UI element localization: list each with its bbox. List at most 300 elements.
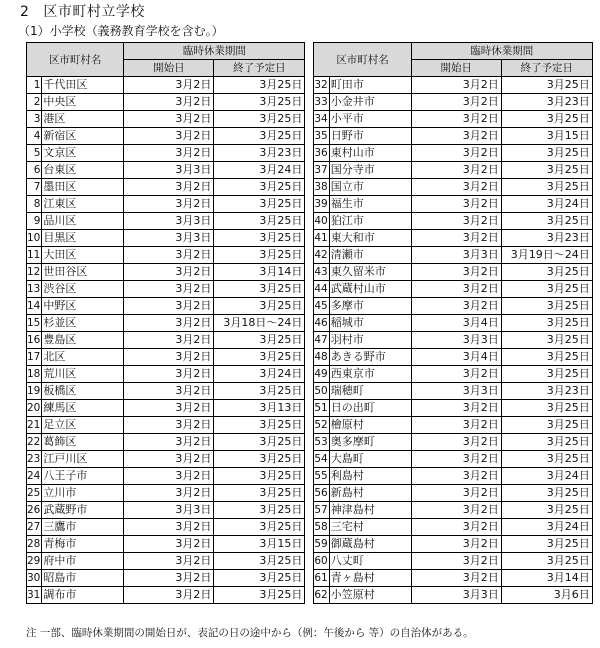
table-row bbox=[27, 519, 305, 536]
start-date: 3月2日 bbox=[411, 213, 501, 230]
start-date: 3月2日 bbox=[124, 196, 214, 213]
table-row bbox=[27, 434, 305, 451]
end-date: 3月25日 bbox=[214, 247, 305, 264]
municipality-name: 羽村市 bbox=[329, 332, 411, 349]
start-date: 3月2日 bbox=[124, 128, 214, 145]
municipality-name: 台東区 bbox=[42, 162, 124, 179]
row-number: 37 bbox=[314, 162, 329, 179]
start-date: 3月2日 bbox=[411, 502, 501, 519]
end-date: 3月14日 bbox=[214, 264, 305, 281]
municipality-name: 日の出町 bbox=[329, 400, 411, 417]
table-row bbox=[314, 383, 592, 400]
start-date: 3月2日 bbox=[411, 111, 501, 128]
table-row bbox=[314, 128, 592, 145]
start-date: 3月2日 bbox=[124, 315, 214, 332]
municipality-name: 狛江市 bbox=[329, 213, 411, 230]
municipality-name: 東大和市 bbox=[329, 230, 411, 247]
end-date: 3月25日 bbox=[501, 77, 592, 94]
municipality-name: 日野市 bbox=[329, 128, 411, 145]
municipality-name: 昭島市 bbox=[42, 570, 124, 587]
start-date: 3月2日 bbox=[411, 145, 501, 162]
end-date: 3月25日 bbox=[214, 587, 305, 604]
row-number: 52 bbox=[314, 417, 329, 434]
start-date: 3月2日 bbox=[411, 230, 501, 247]
end-date: 3月25日 bbox=[214, 519, 305, 536]
row-number: 56 bbox=[314, 485, 329, 502]
start-date: 3月2日 bbox=[411, 570, 501, 587]
start-date: 3月2日 bbox=[124, 179, 214, 196]
end-date: 3月25日 bbox=[501, 502, 592, 519]
start-date: 3月4日 bbox=[411, 349, 501, 366]
start-date: 3月3日 bbox=[124, 162, 214, 179]
table-row bbox=[27, 179, 305, 196]
end-date: 3月25日 bbox=[214, 383, 305, 400]
start-date: 3月2日 bbox=[124, 587, 214, 604]
start-date: 3月2日 bbox=[124, 468, 214, 485]
municipality-name: 東久留米市 bbox=[329, 264, 411, 281]
municipality-name: 目黒区 bbox=[42, 230, 124, 247]
end-date: 3月18日～24日 bbox=[214, 315, 305, 332]
end-date: 3月23日 bbox=[501, 94, 592, 111]
municipality-name: 多摩市 bbox=[329, 298, 411, 315]
end-date: 3月25日 bbox=[501, 451, 592, 468]
end-date: 3月25日 bbox=[214, 434, 305, 451]
start-date: 3月2日 bbox=[411, 264, 501, 281]
table-row bbox=[27, 247, 305, 264]
row-number: 15 bbox=[27, 315, 42, 332]
row-number: 13 bbox=[27, 281, 42, 298]
end-date: 3月25日 bbox=[501, 332, 592, 349]
table-row bbox=[27, 536, 305, 553]
start-date: 3月2日 bbox=[124, 77, 214, 94]
municipality-name: 三鷹市 bbox=[42, 519, 124, 536]
end-date: 3月25日 bbox=[214, 179, 305, 196]
table-row bbox=[27, 315, 305, 332]
row-number: 41 bbox=[314, 230, 329, 247]
row-number: 24 bbox=[27, 468, 42, 485]
end-date: 3月25日 bbox=[501, 366, 592, 383]
start-date: 3月2日 bbox=[411, 128, 501, 145]
header-start: 開始日 bbox=[411, 60, 501, 77]
municipality-name: 立川市 bbox=[42, 485, 124, 502]
row-number: 14 bbox=[27, 298, 42, 315]
municipality-name: 小平市 bbox=[329, 111, 411, 128]
end-date: 3月13日 bbox=[214, 400, 305, 417]
start-date: 3月2日 bbox=[411, 468, 501, 485]
row-number: 10 bbox=[27, 230, 42, 247]
start-date: 3月3日 bbox=[124, 230, 214, 247]
header-end: 終了予定日 bbox=[214, 60, 305, 77]
start-date: 3月3日 bbox=[411, 332, 501, 349]
start-date: 3月2日 bbox=[124, 451, 214, 468]
row-number: 7 bbox=[27, 179, 42, 196]
municipality-name: 府中市 bbox=[42, 553, 124, 570]
table-row bbox=[27, 349, 305, 366]
start-date: 3月2日 bbox=[411, 417, 501, 434]
row-number: 46 bbox=[314, 315, 329, 332]
row-number: 34 bbox=[314, 111, 329, 128]
row-number: 43 bbox=[314, 264, 329, 281]
start-date: 3月2日 bbox=[411, 434, 501, 451]
end-date: 3月25日 bbox=[214, 417, 305, 434]
row-number: 54 bbox=[314, 451, 329, 468]
start-date: 3月2日 bbox=[411, 519, 501, 536]
table-row bbox=[27, 417, 305, 434]
row-number: 29 bbox=[27, 553, 42, 570]
table-row bbox=[314, 468, 592, 485]
start-date: 3月2日 bbox=[124, 383, 214, 400]
municipality-name: 新島村 bbox=[329, 485, 411, 502]
table-row bbox=[27, 587, 305, 604]
end-date: 3月23日 bbox=[501, 383, 592, 400]
header-start: 開始日 bbox=[124, 60, 214, 77]
row-number: 53 bbox=[314, 434, 329, 451]
start-date: 3月2日 bbox=[124, 519, 214, 536]
end-date: 3月25日 bbox=[501, 213, 592, 230]
row-number: 44 bbox=[314, 281, 329, 298]
table-row bbox=[27, 502, 305, 519]
municipality-name: 青ヶ島村 bbox=[329, 570, 411, 587]
header-period: 臨時休業期間 bbox=[124, 43, 305, 60]
municipality-name: 江戸川区 bbox=[42, 451, 124, 468]
row-number: 20 bbox=[27, 400, 42, 417]
municipality-name: 檜原村 bbox=[329, 417, 411, 434]
end-date: 3月25日 bbox=[214, 485, 305, 502]
table-row bbox=[27, 468, 305, 485]
table-row bbox=[314, 111, 592, 128]
municipality-name: 新宿区 bbox=[42, 128, 124, 145]
start-date: 3月3日 bbox=[124, 502, 214, 519]
municipality-name: 調布市 bbox=[42, 587, 124, 604]
row-number: 47 bbox=[314, 332, 329, 349]
end-date: 3月24日 bbox=[214, 366, 305, 383]
end-date: 3月25日 bbox=[501, 417, 592, 434]
start-date: 3月2日 bbox=[124, 281, 214, 298]
end-date: 3月25日 bbox=[501, 298, 592, 315]
table-row bbox=[314, 247, 592, 264]
row-number: 5 bbox=[27, 145, 42, 162]
end-date: 3月25日 bbox=[501, 162, 592, 179]
row-number: 17 bbox=[27, 349, 42, 366]
start-date: 3月2日 bbox=[411, 281, 501, 298]
municipality-name: 御蔵島村 bbox=[329, 536, 411, 553]
start-date: 3月2日 bbox=[411, 553, 501, 570]
row-number: 58 bbox=[314, 519, 329, 536]
municipality-name: 文京区 bbox=[42, 145, 124, 162]
end-date: 3月19日～24日 bbox=[501, 247, 592, 264]
table-row bbox=[314, 298, 592, 315]
table-row bbox=[314, 162, 592, 179]
table-row bbox=[314, 213, 592, 230]
section-heading bbox=[20, 3, 145, 21]
row-number: 61 bbox=[314, 570, 329, 587]
start-date: 3月2日 bbox=[411, 451, 501, 468]
start-date: 3月2日 bbox=[411, 94, 501, 111]
end-date: 3月25日 bbox=[214, 196, 305, 213]
municipality-name: 港区 bbox=[42, 111, 124, 128]
row-number: 36 bbox=[314, 145, 329, 162]
row-number: 11 bbox=[27, 247, 42, 264]
start-date: 3月2日 bbox=[411, 77, 501, 94]
municipality-name: 足立区 bbox=[42, 417, 124, 434]
municipality-name: 中野区 bbox=[42, 298, 124, 315]
row-number: 1 bbox=[27, 77, 42, 94]
start-date: 3月2日 bbox=[124, 434, 214, 451]
row-number: 42 bbox=[314, 247, 329, 264]
row-number: 8 bbox=[27, 196, 42, 213]
municipality-name: 大田区 bbox=[42, 247, 124, 264]
table-row bbox=[314, 587, 592, 604]
end-date: 3月25日 bbox=[214, 502, 305, 519]
row-number: 50 bbox=[314, 383, 329, 400]
end-date: 3月15日 bbox=[501, 128, 592, 145]
municipality-name: 中央区 bbox=[42, 94, 124, 111]
end-date: 3月25日 bbox=[214, 332, 305, 349]
table-row bbox=[27, 196, 305, 213]
table-row bbox=[314, 77, 592, 94]
municipality-name: 東村山市 bbox=[329, 145, 411, 162]
table-row bbox=[27, 400, 305, 417]
end-date: 3月25日 bbox=[214, 128, 305, 145]
municipality-name: 小笠原村 bbox=[329, 587, 411, 604]
municipality-name: 瑞穂町 bbox=[329, 383, 411, 400]
municipality-name: 杉並区 bbox=[42, 315, 124, 332]
start-date: 3月2日 bbox=[411, 485, 501, 502]
end-date: 3月25日 bbox=[214, 553, 305, 570]
table-row bbox=[27, 128, 305, 145]
end-date: 3月25日 bbox=[214, 349, 305, 366]
table-row bbox=[27, 451, 305, 468]
row-number: 57 bbox=[314, 502, 329, 519]
municipality-name: 清瀬市 bbox=[329, 247, 411, 264]
municipality-name: 奥多摩町 bbox=[329, 434, 411, 451]
table-row bbox=[27, 111, 305, 128]
start-date: 3月3日 bbox=[411, 247, 501, 264]
row-number: 23 bbox=[27, 451, 42, 468]
end-date: 3月25日 bbox=[214, 94, 305, 111]
row-number: 59 bbox=[314, 536, 329, 553]
municipality-name: 千代田区 bbox=[42, 77, 124, 94]
table-row bbox=[314, 281, 592, 298]
start-date: 3月2日 bbox=[124, 264, 214, 281]
start-date: 3月2日 bbox=[124, 298, 214, 315]
start-date: 3月3日 bbox=[411, 383, 501, 400]
table-row bbox=[27, 94, 305, 111]
row-number: 16 bbox=[27, 332, 42, 349]
end-date: 3月25日 bbox=[501, 111, 592, 128]
municipality-name: 青梅市 bbox=[42, 536, 124, 553]
start-date: 3月3日 bbox=[411, 587, 501, 604]
table-row bbox=[27, 298, 305, 315]
start-date: 3月2日 bbox=[124, 485, 214, 502]
end-date: 3月25日 bbox=[501, 264, 592, 281]
table-row bbox=[27, 366, 305, 383]
end-date: 3月25日 bbox=[501, 145, 592, 162]
table-row bbox=[314, 145, 592, 162]
municipality-name: 品川区 bbox=[42, 213, 124, 230]
header-period: 臨時休業期間 bbox=[411, 43, 592, 60]
start-date: 3月2日 bbox=[124, 145, 214, 162]
end-date: 3月25日 bbox=[501, 536, 592, 553]
start-date: 3月2日 bbox=[124, 111, 214, 128]
table-row bbox=[314, 94, 592, 111]
closure-table-right bbox=[313, 42, 592, 604]
end-date: 3月25日 bbox=[501, 553, 592, 570]
tables-container bbox=[26, 42, 593, 604]
start-date: 3月2日 bbox=[124, 349, 214, 366]
table-row bbox=[314, 349, 592, 366]
table-row bbox=[314, 366, 592, 383]
table-row bbox=[314, 570, 592, 587]
table-row bbox=[314, 400, 592, 417]
row-number: 55 bbox=[314, 468, 329, 485]
end-date: 3月25日 bbox=[214, 451, 305, 468]
table-row bbox=[314, 502, 592, 519]
row-number: 62 bbox=[314, 587, 329, 604]
table-row bbox=[27, 230, 305, 247]
table-row bbox=[314, 196, 592, 213]
start-date: 3月2日 bbox=[124, 553, 214, 570]
start-date: 3月2日 bbox=[411, 162, 501, 179]
row-number: 12 bbox=[27, 264, 42, 281]
table-row bbox=[314, 553, 592, 570]
end-date: 3月24日 bbox=[501, 519, 592, 536]
table-row bbox=[27, 162, 305, 179]
municipality-name: 江東区 bbox=[42, 196, 124, 213]
end-date: 3月25日 bbox=[501, 179, 592, 196]
row-number: 18 bbox=[27, 366, 42, 383]
end-date: 3月25日 bbox=[501, 485, 592, 502]
end-date: 3月25日 bbox=[214, 213, 305, 230]
start-date: 3月2日 bbox=[124, 400, 214, 417]
row-number: 3 bbox=[27, 111, 42, 128]
start-date: 3月2日 bbox=[411, 179, 501, 196]
section-title: 区市町村立学校 bbox=[43, 4, 145, 20]
municipality-name: 武蔵村山市 bbox=[329, 281, 411, 298]
end-date: 3月23日 bbox=[214, 145, 305, 162]
municipality-name: 利島村 bbox=[329, 468, 411, 485]
row-number: 32 bbox=[314, 77, 329, 94]
table-row bbox=[27, 145, 305, 162]
table-row bbox=[314, 417, 592, 434]
end-date: 3月25日 bbox=[501, 400, 592, 417]
table-row bbox=[27, 264, 305, 281]
row-number: 28 bbox=[27, 536, 42, 553]
row-number: 4 bbox=[27, 128, 42, 145]
table-row bbox=[27, 213, 305, 230]
table-row bbox=[27, 383, 305, 400]
start-date: 3月2日 bbox=[124, 417, 214, 434]
row-number: 25 bbox=[27, 485, 42, 502]
row-number: 9 bbox=[27, 213, 42, 230]
row-number: 2 bbox=[27, 94, 42, 111]
municipality-name: 八丈町 bbox=[329, 553, 411, 570]
municipality-name: 練馬区 bbox=[42, 400, 124, 417]
header-municipality: 区市町村名 bbox=[27, 43, 124, 77]
municipality-name: 神津島村 bbox=[329, 502, 411, 519]
row-number: 30 bbox=[27, 570, 42, 587]
end-date: 3月25日 bbox=[214, 111, 305, 128]
start-date: 3月2日 bbox=[124, 94, 214, 111]
municipality-name: 渋谷区 bbox=[42, 281, 124, 298]
municipality-name: 大島町 bbox=[329, 451, 411, 468]
start-date: 3月2日 bbox=[124, 366, 214, 383]
municipality-name: あきる野市 bbox=[329, 349, 411, 366]
row-number: 22 bbox=[27, 434, 42, 451]
section-number: 2 bbox=[20, 4, 30, 20]
table-row bbox=[314, 264, 592, 281]
end-date: 3月25日 bbox=[214, 298, 305, 315]
table-row bbox=[27, 485, 305, 502]
end-date: 3月23日 bbox=[501, 230, 592, 247]
table-row bbox=[314, 536, 592, 553]
municipality-name: 武蔵野市 bbox=[42, 502, 124, 519]
table-row bbox=[27, 332, 305, 349]
row-number: 27 bbox=[27, 519, 42, 536]
table-row bbox=[314, 485, 592, 502]
end-date: 3月25日 bbox=[501, 349, 592, 366]
end-date: 3月25日 bbox=[214, 281, 305, 298]
end-date: 3月25日 bbox=[214, 570, 305, 587]
end-date: 3月25日 bbox=[214, 77, 305, 94]
municipality-name: 稲城市 bbox=[329, 315, 411, 332]
municipality-name: 八王子市 bbox=[42, 468, 124, 485]
row-number: 31 bbox=[27, 587, 42, 604]
table-row bbox=[27, 570, 305, 587]
table-row bbox=[314, 451, 592, 468]
end-date: 3月25日 bbox=[501, 281, 592, 298]
row-number: 35 bbox=[314, 128, 329, 145]
municipality-name: 国分寺市 bbox=[329, 162, 411, 179]
header-municipality: 区市町村名 bbox=[314, 43, 411, 77]
municipality-name: 葛飾区 bbox=[42, 434, 124, 451]
row-number: 45 bbox=[314, 298, 329, 315]
municipality-name: 福生市 bbox=[329, 196, 411, 213]
municipality-name: 国立市 bbox=[329, 179, 411, 196]
table-row bbox=[314, 230, 592, 247]
closure-table-left bbox=[26, 42, 305, 604]
row-number: 51 bbox=[314, 400, 329, 417]
municipality-name: 西東京市 bbox=[329, 366, 411, 383]
start-date: 3月3日 bbox=[124, 213, 214, 230]
start-date: 3月2日 bbox=[411, 400, 501, 417]
end-date: 3月25日 bbox=[501, 434, 592, 451]
table-row bbox=[314, 315, 592, 332]
municipality-name: 三宅村 bbox=[329, 519, 411, 536]
footnote: 注 一部、臨時休業期間の開始日が、表記の日の途中から（例：午後から 等）の自治体がある。 bbox=[26, 627, 474, 639]
row-number: 40 bbox=[314, 213, 329, 230]
municipality-name: 北区 bbox=[42, 349, 124, 366]
table-row bbox=[314, 519, 592, 536]
start-date: 3月2日 bbox=[411, 196, 501, 213]
subsection-heading: （1）小学校（義務教育学校を含む。） bbox=[18, 24, 224, 38]
row-number: 49 bbox=[314, 366, 329, 383]
end-date: 3月15日 bbox=[214, 536, 305, 553]
end-date: 3月24日 bbox=[214, 162, 305, 179]
table-row bbox=[314, 434, 592, 451]
municipality-name: 墨田区 bbox=[42, 179, 124, 196]
table-row bbox=[27, 281, 305, 298]
municipality-name: 荒川区 bbox=[42, 366, 124, 383]
start-date: 3月2日 bbox=[124, 536, 214, 553]
end-date: 3月24日 bbox=[501, 196, 592, 213]
row-number: 38 bbox=[314, 179, 329, 196]
table-row bbox=[314, 179, 592, 196]
municipality-name: 町田市 bbox=[329, 77, 411, 94]
start-date: 3月4日 bbox=[411, 315, 501, 332]
table-row bbox=[27, 77, 305, 94]
end-date: 3月24日 bbox=[501, 468, 592, 485]
